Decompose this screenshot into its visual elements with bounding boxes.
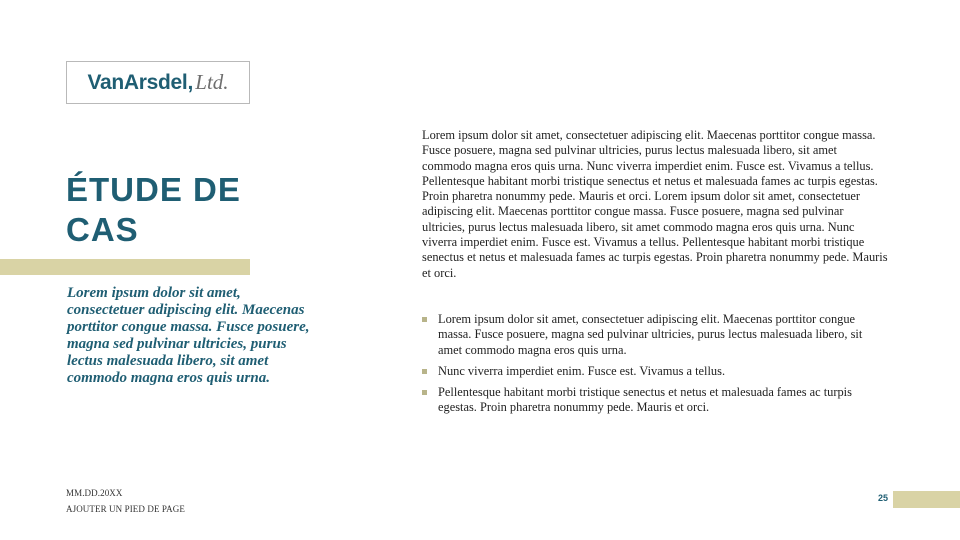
bullet-square-icon xyxy=(422,369,427,374)
page-number-band xyxy=(893,491,960,508)
intro-text: Lorem ipsum dolor sit amet, consectetuer adipiscing elit. Maecenas porttitor congue massa. Fusce posuere, magna sed pulvinar ultricies, purus lectus malesuada libero, sit amet commodo magna eros quis urna. xyxy=(67,285,310,386)
footer-date: MM.DD.20XX xyxy=(66,488,123,498)
bullet-square-icon xyxy=(422,317,427,322)
body-paragraph: Lorem ipsum dolor sit amet, consectetuer adipiscing elit. Maecenas porttitor congue massa. Fusce posuere, magna sed pulvinar ultricies, purus lectus malesuada libero, sit amet commodo magna eros quis urna. Nunc viverra imperdiet enim. Fusce est. Vivamus a tellus. Pellentesque habitant morbi tristique senectus et netus et malesuada fames ac turpis egestas. Proin pharetra nonummy pede. Mauris et orci. Lorem ipsum dolor sit amet, consectetuer adipiscing elit. Maecenas porttitor congue massa. Fusce posuere, magna sed pulvinar ultricies, purus lectus malesuada libero, sit amet commodo magna eros quis urna. Nunc viverra imperdiet enim. Fusce est. Vivamus a tellus. Pellentesque habitant morbi tristique senectus et netus et malesuada fames ac turpis egestas. Proin pharetra nonummy pede. Mauris et orci. xyxy=(422,128,888,280)
page-number: 25 xyxy=(877,493,888,503)
list-item xyxy=(422,312,888,358)
logo-suffix: Ltd. xyxy=(195,70,229,94)
accent-band xyxy=(0,259,250,275)
company-logo xyxy=(66,61,250,104)
logo-comma: , xyxy=(187,70,194,94)
slide-title: ÉTUDE DE CAS xyxy=(66,171,241,248)
bullet-text: Pellentesque habitant morbi tristique senectus et netus et malesuada fames ac turpis egestas. Proin pharetra nonummy pede. Mauris et orci. xyxy=(438,385,852,415)
bullet-list xyxy=(422,312,888,422)
bullet-square-icon xyxy=(422,390,427,395)
footer-text: AJOUTER UN PIED DE PAGE xyxy=(66,504,185,514)
logo-brand: VanArsdel xyxy=(87,70,188,94)
list-item xyxy=(422,385,888,416)
list-item xyxy=(422,364,888,379)
bullet-text: Lorem ipsum dolor sit amet, consectetuer adipiscing elit. Maecenas porttitor congue massa. Fusce posuere, magna sed pulvinar ultricies, purus lectus malesuada libero, sit amet commodo magna eros quis urna. xyxy=(438,312,863,357)
bullet-text: Nunc viverra imperdiet enim. Fusce est. Vivamus a tellus. xyxy=(438,363,726,378)
footer xyxy=(66,485,185,517)
